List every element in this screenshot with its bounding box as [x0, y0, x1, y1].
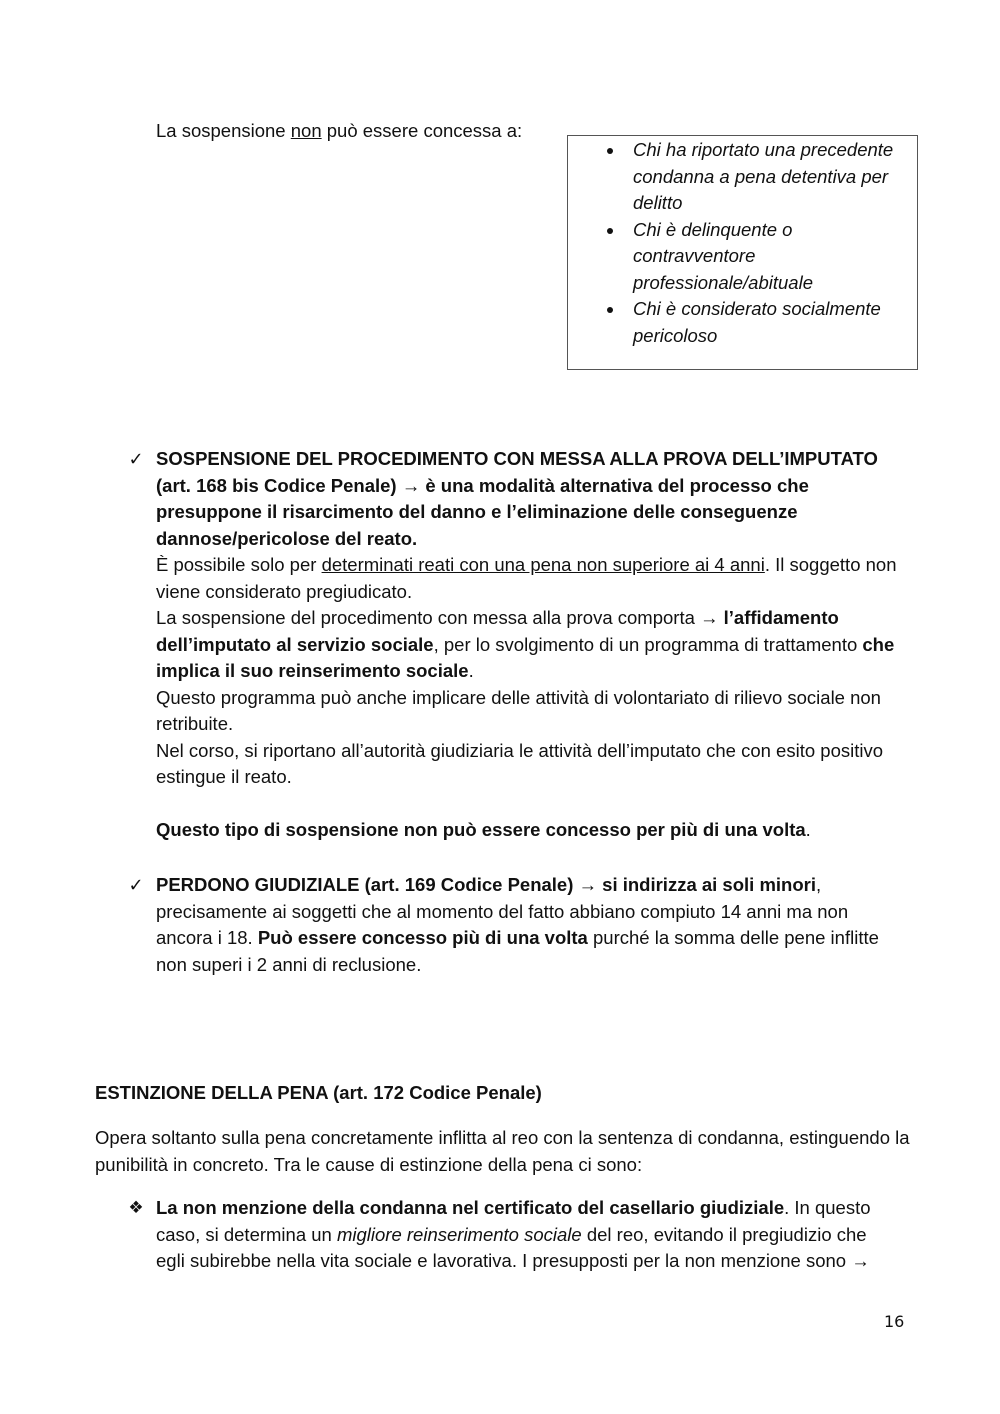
section-body: SOSPENSIONE DEL PROCEDIMENTO CON MESSA ALLA PROVA DELL’IMPUTATO (art. 168 bis Codice Penale) → è una modalità alternativa del processo che presuppone il risarcimento del danno e l’eliminazione delle conseguenze dannose/pericolose del reato. È possibile solo per determinati reati con una pena non superiore ai 4 anni. Il soggetto non viene considerato pregiudicato. La sospensione del procedimento con messa alla prova comporta → l’affidamento dell’imputato al servizio sociale, per lo svolgimento di un programma di trattamento che implica il suo reinserimento sociale. Questo programma può anche implicare delle attività di volontariato di rilievo sociale non retribuite. Nel corso, si riportano all’autorità giudiziaria le attività dell’imputato che con esito positivo estingue il reato. Questo tipo di sospensione non può essere concesso per più di una volta.	[156, 448, 897, 840]
page-number: 16	[884, 1312, 905, 1331]
list-item: Chi è considerato socialmente pericoloso	[567, 296, 918, 349]
perdono-section	[120, 872, 920, 978]
diamond-bullet-icon: ❖	[128, 1198, 144, 1217]
intro-underlined: non	[290, 120, 322, 141]
bullet-icon	[607, 307, 613, 313]
list-item: Chi è delinquente o contravventore professionale/abituale	[567, 217, 918, 297]
messa-alla-prova-section	[120, 446, 920, 844]
intro-suffix: può essere concessa a:	[321, 120, 523, 141]
estinzione-intro: Opera soltanto sulla pena concretamente inflitta al reo con la sentenza di condanna, estinguendo la punibilità in concreto. Tra le cause di estinzione della pena ci sono:	[95, 1127, 910, 1175]
intro-line	[156, 118, 522, 145]
non-menzione-item	[120, 1195, 920, 1275]
conditions-items	[567, 137, 918, 349]
section-body: PERDONO GIUDIZIALE (art. 169 Codice Penale) → si indirizza ai soli minori, precisamente ai soggetti che al momento del fatto abbiano compiuto 14 anni ma non ancora i 18. Può essere concesso più di una volta purché la somma delle pene inflitte non superi i 2 anni di reclusione.	[156, 874, 879, 975]
estinzione-heading: ESTINZIONE DELLA PENA (art. 172 Codice Penale)	[95, 1082, 542, 1103]
item-body: La non menzione della condanna nel certificato del casellario giudiziale. In questo caso, si determina un migliore reinserimento sociale del reo, evitando il pregiudizio che egli subirebbe nella vita sociale e lavorativa. I presupposti per la non menzione sono →	[156, 1197, 871, 1271]
bullet-icon	[607, 228, 613, 234]
section-heading: SOSPENSIONE DEL PROCEDIMENTO CON MESSA ALLA PROVA DELL’IMPUTATO (art. 168 bis Codice Penale) → è una modalità alternativa del processo che presuppone il risarcimento del danno e l’eliminazione delle conseguenze dannose/pericolose del reato.	[156, 448, 878, 549]
bullet-icon	[607, 148, 613, 154]
intro-prefix: La sospensione	[156, 120, 291, 141]
checkmark-icon: ✓	[128, 875, 144, 895]
checkmark-icon: ✓	[128, 449, 144, 469]
list-item: Chi ha riportato una precedente condanna a pena detentiva per delitto	[567, 137, 918, 217]
